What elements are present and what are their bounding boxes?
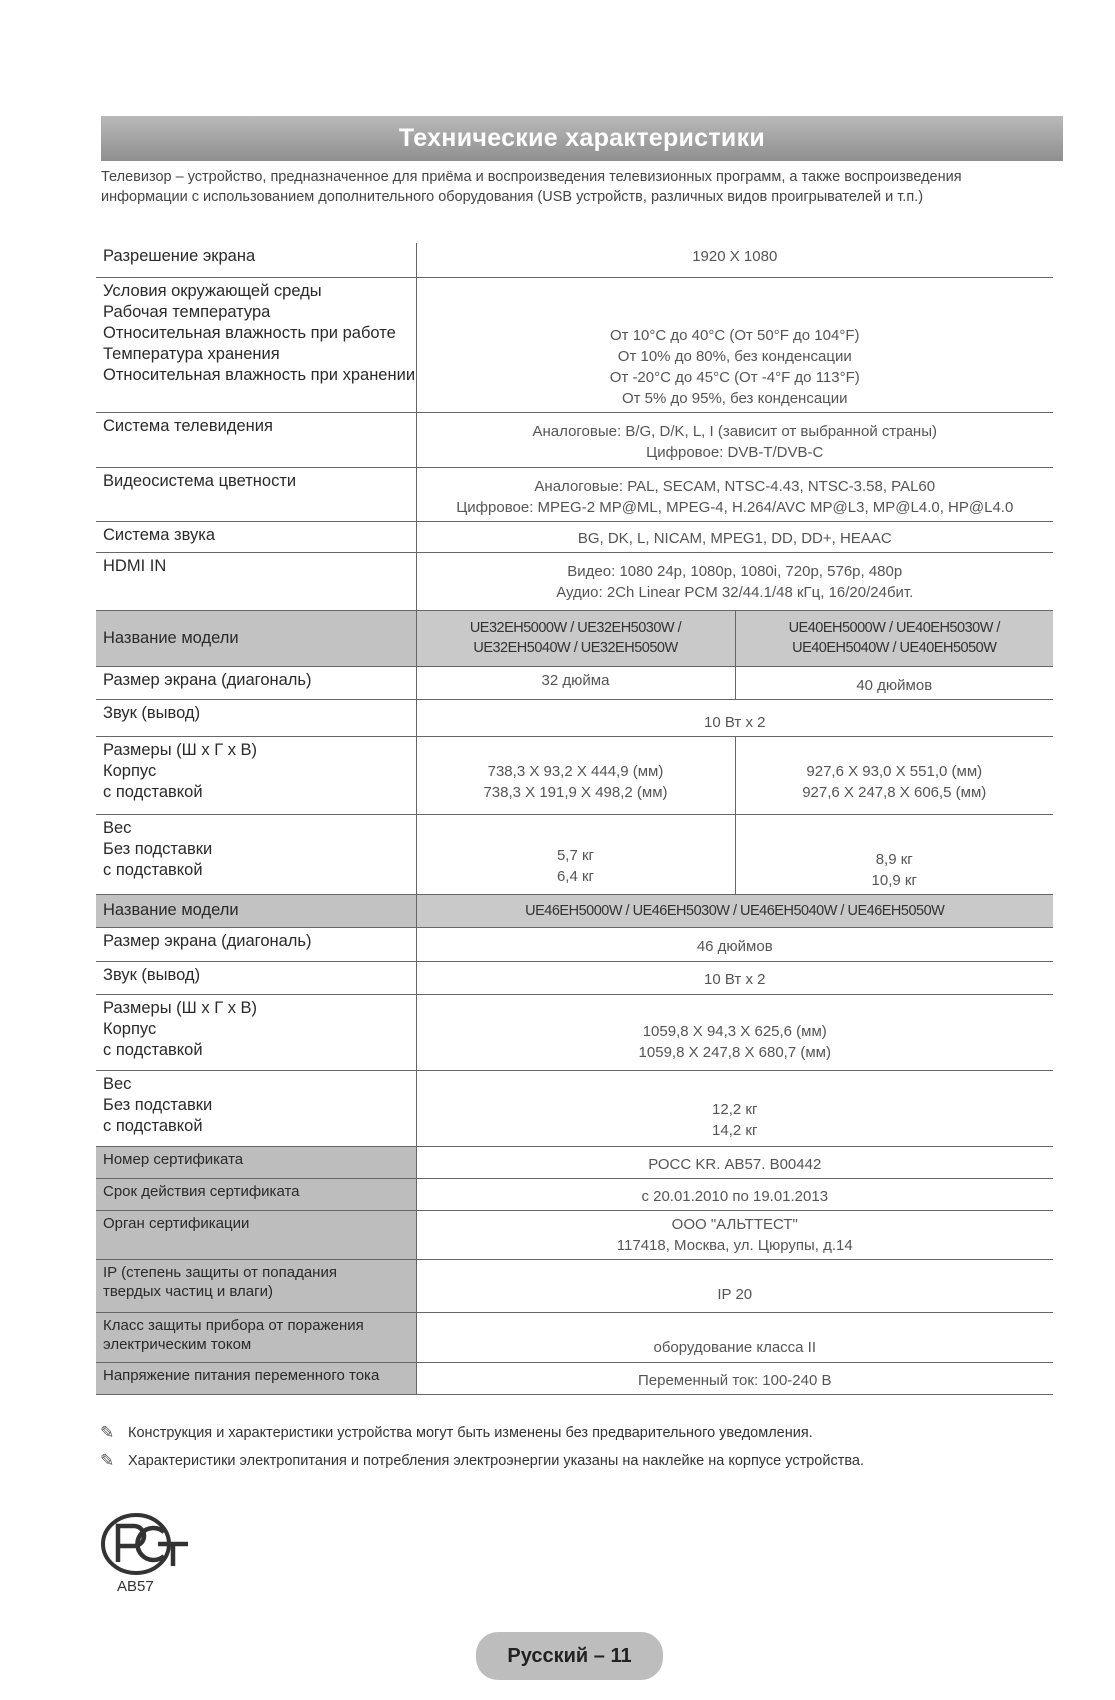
table-row [96,961,1053,994]
environment-value-line: От 10% до 80%, без конденсации [617,347,852,365]
environment-label-line: Относительная влажность при хранении [103,365,416,384]
model-name-line: UE40EH5040W / UE40EH5050W [792,640,997,656]
intro-paragraph: Телевизор – устройство, предназначенное для приёма и воспроизведения телевизионных программ, а также воспроизведения информации с использованием дополнительного оборудования (USB устройств, различных видов проигрывателей и т.п.) [101,169,962,205]
weight-46 [416,1070,1053,1146]
weight-label-line: Вес [103,1074,132,1093]
table-row [96,814,1053,894]
certificate-period-value: с 20.01.2010 по 19.01.2013 [416,1178,1053,1210]
video-system-value-line: Аналоговые: PAL, SECAM, NTSC-4.43, NTSC-3.58, PAL60 [534,477,936,495]
dimensions-label-line: Размеры (Ш x Г x В) [103,740,258,759]
environment-value [416,277,1053,412]
certification-body-line: ООО "АЛЬТТЕСТ" [671,1215,798,1233]
sound-output-label: Звук (вывод) [96,961,416,994]
model-name-line: UE40EH5000W / UE40EH5030W / [788,620,1000,636]
table-row [96,666,1053,699]
table-row [96,467,1053,521]
protection-class-label-line: электрическим током [103,1335,252,1353]
certificate-period-label: Срок действия сертификата [96,1178,416,1210]
note-item [100,1419,1060,1447]
model-name-label: Название модели [96,610,416,666]
table-row [96,521,1053,552]
model-name-line: UE32EH5040W / UE32EH5050W [473,640,678,656]
table-row [96,1178,1053,1210]
hdmi-value [416,552,1053,610]
screen-size-40: 40 дюймов [735,666,1053,699]
resolution-value: 1920 X 1080 [416,243,1053,277]
table-row [96,1070,1053,1146]
certificate-code: АВ57 [117,1578,154,1595]
note-text: Характеристики электропитания и потребления электроэнергии указаны на наклейке на корпусе устройства. [128,1453,864,1469]
table-row [96,1146,1053,1178]
weight-line: 12,2 кг [712,1100,758,1118]
page-number: Русский – 11 [476,1632,663,1680]
model-name-40 [735,610,1053,666]
dimensions-line: 1059,8 X 94,3 X 625,6 (мм) [642,1022,827,1040]
table-row [96,277,1053,412]
protection-class-label-line: Класс защиты прибора от поражения [103,1316,364,1334]
weight-label-line: с подставкой [103,1116,203,1135]
video-system-value-line: Цифровое: MPEG-2 MP@ML, MPEG-4, H.264/AVC MP@L3, MP@L4.0, HP@L4.0 [456,498,1014,516]
ip-rating-value: IP 20 [416,1259,1053,1312]
sound-output-value: 10 Вт x 2 [416,699,1053,736]
ip-rating-label-line: IP (степень защиты от попадания [103,1263,337,1281]
note-item [100,1447,1060,1475]
table-row [96,1362,1053,1394]
certificate-number-label: Номер сертификата [96,1146,416,1178]
weight-label [96,814,416,894]
dimensions-line: 1059,8 X 247,8 X 680,7 (мм) [638,1043,831,1061]
environment-value-line: От -20°C до 45°C (От -4°F до 113°F) [609,368,860,386]
table-row [96,894,1053,927]
table-row [96,927,1053,961]
voltage-label: Напряжение питания переменного тока [96,1362,416,1394]
table-row [96,412,1053,467]
table-row [96,610,1053,666]
certification-body-label: Орган сертификации [96,1210,416,1259]
weight-label-line: Без подставки [103,839,213,858]
table-row [96,994,1053,1070]
dimensions-line: 738,3 X 191,9 X 498,2 (мм) [483,783,668,801]
dimensions-label-line: Корпус [103,761,157,780]
video-system-label: Видеосистема цветности [96,467,416,521]
screen-size-label: Размер экрана (диагональ) [96,666,416,699]
weight-line: 5,7 кг [556,846,595,864]
dimensions-32 [416,736,735,814]
dimensions-46 [416,994,1053,1070]
tv-system-value-line: Цифровое: DVB-T/DVB-C [646,443,824,461]
sound-output-value: 10 Вт x 2 [416,961,1053,994]
dimensions-label-line: с подставкой [103,1040,203,1059]
protection-class-value: оборудование класса II [416,1312,1053,1362]
model-name-label: Название модели [96,894,416,927]
screen-size-label: Размер экрана (диагональ) [96,927,416,961]
table-row [96,736,1053,814]
dimensions-label [96,994,416,1070]
tv-system-value [416,412,1053,467]
table-row [96,1210,1053,1259]
dimensions-label [96,736,416,814]
environment-label-line: Относительная влажность при работе [103,323,396,342]
page-title: Технические характеристики [101,116,1063,161]
voltage-value: Переменный ток: 100-240 В [416,1362,1053,1394]
dimensions-40 [735,736,1053,814]
notes [100,1419,1060,1475]
ip-rating-label [96,1259,416,1312]
certification-body-line: 117418, Москва, ул. Цюрупы, д.14 [616,1236,853,1254]
weight-line: 10,9 кг [871,871,917,889]
pencil-note-icon: ✎ [100,1423,115,1442]
dimensions-line: 927,6 X 93,0 X 551,0 (мм) [806,762,983,780]
weight-line: 14,2 кг [712,1121,758,1139]
note-text: Конструкция и характеристики устройства могут быть изменены без предварительного уведомления. [128,1425,813,1441]
tv-system-value-line: Аналоговые: B/G, D/K, L, I (зависит от выбранной страны) [532,422,937,440]
environment-value-line: От 5% до 95%, без конденсации [621,389,848,407]
hdmi-value-line: Видео: 1080 24p, 1080p, 1080i, 720p, 576p, 480p [567,562,903,580]
weight-label [96,1070,416,1146]
model-name-46: UE46EH5000W / UE46EH5030W / UE46EH5040W / UE46EH5050W [416,894,1053,927]
hdmi-value-line: Аудио: 2Ch Linear PCM 32/44.1/48 кГц, 16/20/24бит. [556,583,914,601]
certificate-number-value: РОСС KR. АВ57. В00442 [416,1146,1053,1178]
table-row [96,699,1053,736]
weight-label-line: с подставкой [103,860,203,879]
gost-r-certification-logo [100,1510,192,1578]
dimensions-label-line: с подставкой [103,782,203,801]
screen-size-46: 46 дюймов [416,927,1053,961]
dimensions-line: 927,6 X 247,8 X 606,5 (мм) [802,783,987,801]
pencil-note-icon: ✎ [100,1451,115,1470]
table-row [96,243,1053,277]
sound-system-label: Система звука [96,521,416,552]
environment-value-line: От 10°C до 40°C (От 50°F до 104°F) [610,326,860,344]
model-name-32 [416,610,735,666]
environment-label-line: Температура хранения [103,344,280,363]
table-row [96,552,1053,610]
tv-system-label: Система телевидения [96,412,416,467]
sound-output-label: Звук (вывод) [96,699,416,736]
dimensions-label-line: Размеры (Ш x Г x В) [103,998,258,1017]
video-system-value [416,467,1053,521]
hdmi-label: HDMI IN [96,552,416,610]
screen-size-32: 32 дюйма [416,666,735,699]
weight-label-line: Вес [103,818,132,837]
environment-label-line: Рабочая температура [103,302,271,321]
resolution-label: Разрешение экрана [96,243,416,277]
weight-40 [735,814,1053,894]
sound-system-value: BG, DK, L, NICAM, MPEG1, DD, DD+, HEAAC [416,521,1053,552]
model-name-line: UE32EH5000W / UE32EH5030W / [469,620,682,636]
weight-32 [416,814,735,894]
weight-line: 6,4 кг [556,867,595,885]
ip-rating-label-line: твердых частиц и влаги) [103,1282,273,1300]
environment-label-line: Условия окружающей среды [103,281,322,300]
certification-body-value [416,1210,1053,1259]
protection-class-label [96,1312,416,1362]
table-row [96,1259,1053,1312]
spec-table [96,243,1053,1395]
weight-label-line: Без подставки [103,1095,213,1114]
table-row [96,1312,1053,1362]
dimensions-label-line: Корпус [103,1019,157,1038]
environment-label [96,277,416,412]
dimensions-line: 738,3 X 93,2 X 444,9 (мм) [487,762,664,780]
weight-line: 8,9 кг [875,850,913,868]
